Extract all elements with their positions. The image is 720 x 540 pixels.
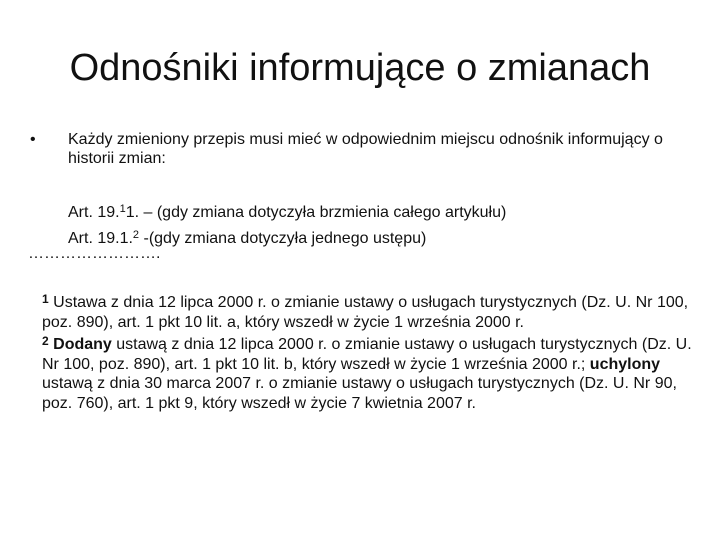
footnote-1-text: Ustawa z dnia 12 lipca 2000 r. o zmianie ustawy o usługach turystycznych (Dz. U. Nr 100, poz. 890), art. 1 pkt 10 lit. a, który wszedł w życie 1 września 2000 r. [42,294,689,331]
article-2-superscript: 2 [132,229,140,241]
ellipsis-line: ……………………. [28,245,161,262]
footnote-2-bold-added: Dodany [53,336,112,353]
footnote-1 [42,290,692,332]
article-2-suffix: -(gdy zmiana dotyczyła jednego ustępu) [139,230,427,247]
article-1-superscript: 1 [119,203,126,215]
bullet-icon: • [30,131,36,148]
slide-title: Odnośniki informujące o zmianach [69,47,651,89]
article-1-suffix: 1. – (gdy zmiana dotyczyła brzmienia całego artykułu) [125,204,507,221]
footnote-2-text-1: ustawą z dnia 12 lipca 2000 r. o zmianie ustawy o usługach turystycznych (Dz. U. Nr 100, poz. 890), art. 1 pkt 10 lit. b, który wszedł w życie 1 września 2000 r.; [42,336,692,373]
article-2-prefix: Art. 19.1. [68,230,133,247]
article-example-1 [68,198,506,224]
footnote-2-bold-repealed: uchylony [589,355,661,373]
footnote-2 [42,332,692,413]
footnotes [42,290,692,413]
bullet-text: Każdy zmieniony przepis musi mieć w odpowiednim miejscu odnośnik informujący o historii zmian: [68,131,663,167]
article-examples [68,198,506,250]
footnote-2-mark: 2 [42,334,49,348]
footnote-2-text-2: ustawą z dnia 30 marca 2007 r. o zmianie ustawy o usługach turystycznych (Dz. U. Nr 90, poz. 760), art. 1 pkt 9, który wszedł w życie 7 kwietnia 2007 r. [42,375,677,412]
article-1-prefix: Art. 19. [68,204,120,221]
footnote-1-mark: 1 [42,292,49,306]
